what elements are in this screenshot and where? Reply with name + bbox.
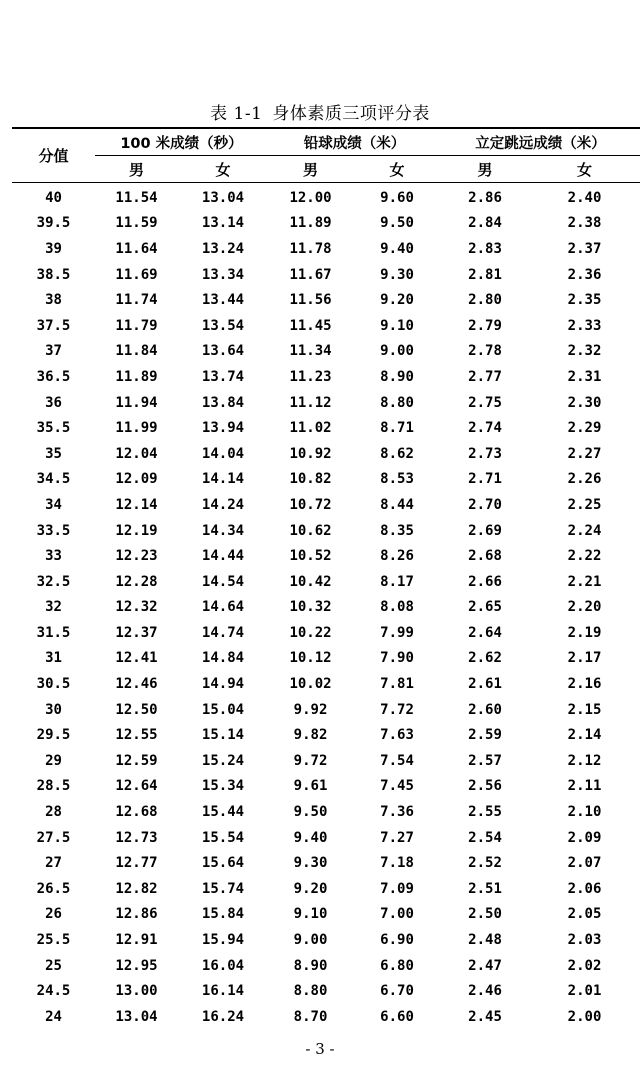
jump-male-cell: 2.54 xyxy=(468,829,502,846)
shot-male-cell: 11.56 xyxy=(289,292,332,309)
table-header xyxy=(12,128,640,183)
page-number: - 3 - xyxy=(305,1040,335,1058)
shot-female-cell: 8.71 xyxy=(380,420,414,437)
jump-male-cell: 2.69 xyxy=(468,522,502,539)
score-cell: 36 xyxy=(45,394,62,411)
sprint-male-cell: 12.77 xyxy=(115,855,158,872)
jump-female-cell: 2.05 xyxy=(567,906,602,923)
sprint-female-cell: 13.64 xyxy=(201,343,245,360)
score-cell: 26.5 xyxy=(36,880,71,897)
score-cell: 25 xyxy=(45,957,62,974)
table-title: 身体素质三项评分表 xyxy=(272,104,430,124)
header-shot-put: 铅球成绩（米） xyxy=(268,128,441,156)
shot-female-cell: 8.62 xyxy=(380,445,414,462)
sprint-male-cell: 12.41 xyxy=(115,650,158,667)
score-cell: 29.5 xyxy=(36,727,71,744)
shot-female-cell: 7.18 xyxy=(380,855,414,872)
sprint-male-cell: 12.86 xyxy=(115,906,158,923)
sprint-male-cell: 11.84 xyxy=(115,343,158,360)
shot-male-cell: 8.80 xyxy=(293,983,328,1000)
jump-male-cell: 2.84 xyxy=(468,215,502,232)
sprint-female-cell: 14.94 xyxy=(201,676,245,693)
sprint-female-cell: 13.24 xyxy=(201,240,245,257)
table-row xyxy=(12,646,640,672)
table-row xyxy=(12,902,640,928)
sprint-male-cell: 11.69 xyxy=(115,266,158,283)
jump-male-cell: 2.83 xyxy=(468,240,502,257)
score-cell: 37.5 xyxy=(36,317,71,334)
score-cell: 31 xyxy=(45,650,62,667)
sprint-female-cell: 14.64 xyxy=(201,599,245,616)
jump-male-cell: 2.60 xyxy=(468,701,502,718)
jump-female-cell: 2.38 xyxy=(567,215,602,232)
sprint-male-cell: 11.54 xyxy=(115,189,158,206)
shot-male-cell: 12.00 xyxy=(289,189,332,206)
header-female: 女 xyxy=(353,156,441,183)
shot-female-cell: 8.80 xyxy=(380,394,414,411)
shot-male-cell: 10.22 xyxy=(289,624,332,641)
shot-female-cell: 7.27 xyxy=(380,829,414,846)
jump-female-cell: 2.12 xyxy=(567,752,602,769)
sprint-male-cell: 12.14 xyxy=(115,496,158,513)
shot-male-cell: 9.00 xyxy=(293,932,328,949)
shot-male-cell: 10.12 xyxy=(289,650,332,667)
sprint-female-cell: 13.94 xyxy=(201,420,245,437)
jump-female-cell: 2.14 xyxy=(567,727,602,744)
sprint-male-cell: 12.82 xyxy=(115,880,158,897)
shot-male-cell: 11.45 xyxy=(289,317,332,334)
table-row xyxy=(12,953,640,979)
sprint-male-cell: 11.64 xyxy=(115,240,158,257)
table-row xyxy=(12,1004,640,1030)
header-female: 女 xyxy=(529,156,640,183)
table-row xyxy=(12,825,640,851)
score-cell: 24 xyxy=(45,1008,62,1025)
sprint-male-cell: 11.74 xyxy=(115,292,158,309)
jump-female-cell: 2.40 xyxy=(567,189,602,206)
shot-female-cell: 8.26 xyxy=(380,548,414,565)
jump-male-cell: 2.66 xyxy=(468,573,502,590)
table-row xyxy=(12,671,640,697)
jump-male-cell: 2.46 xyxy=(468,983,502,1000)
sprint-female-cell: 15.54 xyxy=(201,829,245,846)
sprint-male-cell: 12.68 xyxy=(115,804,158,821)
jump-female-cell: 2.11 xyxy=(567,778,602,795)
score-cell: 36.5 xyxy=(36,368,71,385)
shot-male-cell: 9.40 xyxy=(293,829,328,846)
sprint-male-cell: 13.04 xyxy=(115,1008,158,1025)
table-row xyxy=(12,441,640,467)
jump-male-cell: 2.77 xyxy=(468,368,502,385)
jump-male-cell: 2.56 xyxy=(468,778,502,795)
table-caption xyxy=(0,99,640,124)
shot-female-cell: 7.36 xyxy=(380,804,414,821)
shot-female-cell: 7.09 xyxy=(380,880,414,897)
shot-female-cell: 7.72 xyxy=(380,701,414,718)
sprint-male-cell: 12.28 xyxy=(115,573,158,590)
jump-female-cell: 2.02 xyxy=(567,957,602,974)
jump-female-cell: 2.27 xyxy=(567,445,602,462)
jump-male-cell: 2.47 xyxy=(468,957,502,974)
sprint-male-cell: 11.89 xyxy=(115,368,158,385)
shot-male-cell: 11.23 xyxy=(289,368,332,385)
jump-male-cell: 2.61 xyxy=(468,676,502,693)
sprint-female-cell: 16.14 xyxy=(201,983,245,1000)
shot-female-cell: 9.20 xyxy=(380,292,414,309)
jump-female-cell: 2.03 xyxy=(567,932,602,949)
table-row xyxy=(12,492,640,518)
sprint-female-cell: 13.54 xyxy=(201,317,245,334)
shot-male-cell: 10.82 xyxy=(289,471,332,488)
sprint-male-cell: 12.59 xyxy=(115,752,158,769)
shot-female-cell: 9.10 xyxy=(380,317,414,334)
jump-male-cell: 2.57 xyxy=(468,752,502,769)
jump-female-cell: 2.31 xyxy=(567,368,602,385)
shot-female-cell: 7.00 xyxy=(380,906,414,923)
score-cell: 30.5 xyxy=(36,676,71,693)
shot-female-cell: 9.50 xyxy=(380,215,414,232)
sprint-male-cell: 12.50 xyxy=(115,701,158,718)
shot-female-cell: 8.35 xyxy=(380,522,414,539)
jump-female-cell: 2.21 xyxy=(567,573,602,590)
sprint-female-cell: 15.74 xyxy=(201,880,245,897)
sprint-female-cell: 16.24 xyxy=(201,1008,245,1025)
table-row xyxy=(12,697,640,723)
shot-female-cell: 7.54 xyxy=(380,752,414,769)
sprint-male-cell: 12.73 xyxy=(115,829,158,846)
sprint-female-cell: 13.84 xyxy=(201,394,245,411)
sprint-female-cell: 15.14 xyxy=(201,727,245,744)
jump-male-cell: 2.86 xyxy=(468,189,502,206)
score-cell: 35.5 xyxy=(36,420,71,437)
score-cell: 33.5 xyxy=(36,522,71,539)
jump-male-cell: 2.79 xyxy=(468,317,502,334)
shot-male-cell: 10.62 xyxy=(289,522,332,539)
jump-female-cell: 2.30 xyxy=(567,394,602,411)
table-row xyxy=(12,850,640,876)
table-row xyxy=(12,467,640,493)
jump-male-cell: 2.80 xyxy=(468,292,502,309)
header-male: 男 xyxy=(95,156,178,183)
jump-male-cell: 2.71 xyxy=(468,471,502,488)
shot-male-cell: 8.90 xyxy=(293,957,328,974)
shot-female-cell: 9.30 xyxy=(380,266,414,283)
shot-female-cell: 7.63 xyxy=(380,727,414,744)
sprint-female-cell: 15.04 xyxy=(201,701,245,718)
shot-male-cell: 11.67 xyxy=(289,266,332,283)
shot-female-cell: 8.44 xyxy=(380,496,414,513)
jump-female-cell: 2.09 xyxy=(567,829,602,846)
sprint-female-cell: 13.14 xyxy=(201,215,245,232)
jump-male-cell: 2.81 xyxy=(468,266,502,283)
shot-male-cell: 11.02 xyxy=(289,420,332,437)
score-cell: 33 xyxy=(45,548,62,565)
score-cell: 39 xyxy=(45,240,62,257)
table-row xyxy=(12,364,640,390)
score-cell: 32.5 xyxy=(36,573,71,590)
sprint-male-cell: 12.37 xyxy=(115,624,158,641)
shot-male-cell: 9.50 xyxy=(293,804,328,821)
table-row xyxy=(12,390,640,416)
shot-male-cell: 9.82 xyxy=(293,727,328,744)
shot-female-cell: 6.60 xyxy=(380,1008,414,1025)
score-cell: 30 xyxy=(45,701,62,718)
jump-male-cell: 2.68 xyxy=(468,548,502,565)
sprint-female-cell: 14.44 xyxy=(201,548,245,565)
sprint-male-cell: 12.91 xyxy=(115,932,158,949)
jump-female-cell: 2.19 xyxy=(567,624,602,641)
shot-female-cell: 6.70 xyxy=(380,983,414,1000)
table-row xyxy=(12,313,640,339)
shot-male-cell: 9.61 xyxy=(293,778,328,795)
shot-male-cell: 10.52 xyxy=(289,548,332,565)
jump-male-cell: 2.70 xyxy=(468,496,502,513)
sprint-female-cell: 16.04 xyxy=(201,957,245,974)
header-male: 男 xyxy=(441,156,529,183)
table-row xyxy=(12,518,640,544)
sprint-male-cell: 12.95 xyxy=(115,957,158,974)
score-cell: 34 xyxy=(45,496,62,513)
score-cell: 32 xyxy=(45,599,62,616)
jump-female-cell: 2.36 xyxy=(567,266,602,283)
sprint-male-cell: 11.99 xyxy=(115,420,158,437)
table-row xyxy=(12,183,640,211)
shot-female-cell: 8.53 xyxy=(380,471,414,488)
sprint-female-cell: 13.74 xyxy=(201,368,245,385)
jump-female-cell: 2.00 xyxy=(567,1008,602,1025)
shot-female-cell: 9.40 xyxy=(380,240,414,257)
jump-female-cell: 2.06 xyxy=(567,880,602,897)
sprint-female-cell: 15.24 xyxy=(201,752,245,769)
table-row xyxy=(12,595,640,621)
table-row xyxy=(12,774,640,800)
shot-female-cell: 6.90 xyxy=(380,932,414,949)
table-row xyxy=(12,339,640,365)
shot-female-cell: 8.08 xyxy=(380,599,414,616)
shot-female-cell: 7.45 xyxy=(380,778,414,795)
shot-male-cell: 11.12 xyxy=(289,394,332,411)
jump-female-cell: 2.24 xyxy=(567,522,602,539)
score-cell: 37 xyxy=(45,343,62,360)
score-cell: 29 xyxy=(45,752,62,769)
score-cell: 38.5 xyxy=(36,266,71,283)
table-row xyxy=(12,876,640,902)
header-100m: 100 米成绩（秒） xyxy=(95,128,268,156)
jump-male-cell: 2.52 xyxy=(468,855,502,872)
shot-male-cell: 10.42 xyxy=(289,573,332,590)
jump-male-cell: 2.45 xyxy=(468,1008,502,1025)
shot-female-cell: 7.90 xyxy=(380,650,414,667)
table-row xyxy=(12,287,640,313)
header-standing-long-jump: 立定跳远成绩（米） xyxy=(441,128,640,156)
jump-male-cell: 2.48 xyxy=(468,932,502,949)
shot-male-cell: 9.92 xyxy=(293,701,328,718)
sprint-female-cell: 14.34 xyxy=(201,522,245,539)
jump-male-cell: 2.74 xyxy=(468,420,502,437)
shot-female-cell: 6.80 xyxy=(380,957,414,974)
sprint-male-cell: 12.32 xyxy=(115,599,158,616)
jump-male-cell: 2.64 xyxy=(468,624,502,641)
score-cell: 27 xyxy=(45,855,62,872)
score-cell: 27.5 xyxy=(36,829,71,846)
sprint-male-cell: 12.55 xyxy=(115,727,158,744)
table-row xyxy=(12,748,640,774)
sprint-male-cell: 12.46 xyxy=(115,676,158,693)
jump-female-cell: 2.25 xyxy=(567,496,602,513)
table-row xyxy=(12,415,640,441)
shot-male-cell: 10.02 xyxy=(289,676,332,693)
sprint-male-cell: 12.09 xyxy=(115,471,158,488)
table-row xyxy=(12,262,640,288)
table-body xyxy=(12,183,640,1030)
header-row-groups xyxy=(12,128,640,156)
shot-female-cell: 7.81 xyxy=(380,676,414,693)
shot-male-cell: 11.89 xyxy=(289,215,332,232)
jump-female-cell: 2.35 xyxy=(567,292,602,309)
jump-male-cell: 2.65 xyxy=(468,599,502,616)
sprint-male-cell: 12.19 xyxy=(115,522,158,539)
score-cell: 28.5 xyxy=(36,778,71,795)
shot-male-cell: 10.92 xyxy=(289,445,332,462)
sprint-female-cell: 15.84 xyxy=(201,906,245,923)
jump-female-cell: 2.16 xyxy=(567,676,602,693)
table-row xyxy=(12,620,640,646)
jump-male-cell: 2.50 xyxy=(468,906,502,923)
sprint-female-cell: 15.44 xyxy=(201,804,245,821)
table-number: 表 1-1 xyxy=(210,104,263,124)
sprint-female-cell: 14.74 xyxy=(201,624,245,641)
sprint-male-cell: 12.23 xyxy=(115,548,158,565)
score-cell: 38 xyxy=(45,292,62,309)
sprint-female-cell: 14.04 xyxy=(201,445,245,462)
jump-female-cell: 2.33 xyxy=(567,317,602,334)
shot-female-cell: 9.60 xyxy=(380,189,414,206)
jump-female-cell: 2.20 xyxy=(567,599,602,616)
jump-male-cell: 2.55 xyxy=(468,804,502,821)
jump-female-cell: 2.17 xyxy=(567,650,602,667)
score-cell: 26 xyxy=(45,906,62,923)
shot-female-cell: 9.00 xyxy=(380,343,414,360)
score-cell: 31.5 xyxy=(36,624,71,641)
header-score: 分值 xyxy=(12,128,95,183)
shot-male-cell: 9.30 xyxy=(293,855,328,872)
sprint-female-cell: 13.44 xyxy=(201,292,245,309)
jump-female-cell: 2.29 xyxy=(567,420,602,437)
sprint-female-cell: 15.34 xyxy=(201,778,245,795)
sprint-female-cell: 13.34 xyxy=(201,266,245,283)
jump-female-cell: 2.07 xyxy=(567,855,602,872)
table-row xyxy=(12,569,640,595)
sprint-male-cell: 12.04 xyxy=(115,445,158,462)
table-row xyxy=(12,236,640,262)
jump-male-cell: 2.78 xyxy=(468,343,502,360)
sprint-female-cell: 15.64 xyxy=(201,855,245,872)
jump-male-cell: 2.73 xyxy=(468,445,502,462)
sprint-female-cell: 14.84 xyxy=(201,650,245,667)
jump-male-cell: 2.51 xyxy=(468,880,502,897)
jump-male-cell: 2.75 xyxy=(468,394,502,411)
table-row xyxy=(12,799,640,825)
sprint-male-cell: 12.64 xyxy=(115,778,158,795)
shot-male-cell: 9.20 xyxy=(293,880,328,897)
shot-male-cell: 10.72 xyxy=(289,496,332,513)
header-female: 女 xyxy=(178,156,268,183)
score-cell: 25.5 xyxy=(36,932,71,949)
sprint-male-cell: 11.94 xyxy=(115,394,158,411)
sprint-male-cell: 13.00 xyxy=(115,983,158,1000)
shot-male-cell: 9.10 xyxy=(293,906,328,923)
shot-female-cell: 8.17 xyxy=(380,573,414,590)
table-row xyxy=(12,543,640,569)
jump-female-cell: 2.10 xyxy=(567,804,602,821)
shot-male-cell: 9.72 xyxy=(293,752,328,769)
sprint-male-cell: 11.79 xyxy=(115,317,158,334)
sprint-female-cell: 14.24 xyxy=(201,496,245,513)
jump-female-cell: 2.26 xyxy=(567,471,602,488)
jump-male-cell: 2.59 xyxy=(468,727,502,744)
score-cell: 35 xyxy=(45,445,62,462)
sprint-female-cell: 13.04 xyxy=(201,189,245,206)
header-row-sex xyxy=(12,156,640,183)
jump-female-cell: 2.01 xyxy=(567,983,602,1000)
score-cell: 34.5 xyxy=(36,471,71,488)
sprint-female-cell: 14.54 xyxy=(201,573,245,590)
jump-male-cell: 2.62 xyxy=(468,650,502,667)
jump-female-cell: 2.22 xyxy=(567,548,602,565)
shot-male-cell: 11.78 xyxy=(289,240,332,257)
score-cell: 24.5 xyxy=(36,983,71,1000)
shot-female-cell: 8.90 xyxy=(380,368,414,385)
sprint-male-cell: 11.59 xyxy=(115,215,158,232)
score-cell: 39.5 xyxy=(36,215,71,232)
shot-male-cell: 11.34 xyxy=(289,343,332,360)
shot-male-cell: 10.32 xyxy=(289,599,332,616)
shot-male-cell: 8.70 xyxy=(293,1008,328,1025)
jump-female-cell: 2.15 xyxy=(567,701,602,718)
table-row xyxy=(12,211,640,237)
shot-female-cell: 7.99 xyxy=(380,624,414,641)
header-male: 男 xyxy=(268,156,353,183)
table-row xyxy=(12,722,640,748)
score-cell: 40 xyxy=(45,189,62,206)
score-table xyxy=(12,127,640,1030)
sprint-female-cell: 14.14 xyxy=(201,471,245,488)
sprint-female-cell: 15.94 xyxy=(201,932,245,949)
table-row xyxy=(12,978,640,1004)
table-row xyxy=(12,927,640,953)
jump-female-cell: 2.32 xyxy=(567,343,602,360)
jump-female-cell: 2.37 xyxy=(567,240,602,257)
score-cell: 28 xyxy=(45,804,62,821)
